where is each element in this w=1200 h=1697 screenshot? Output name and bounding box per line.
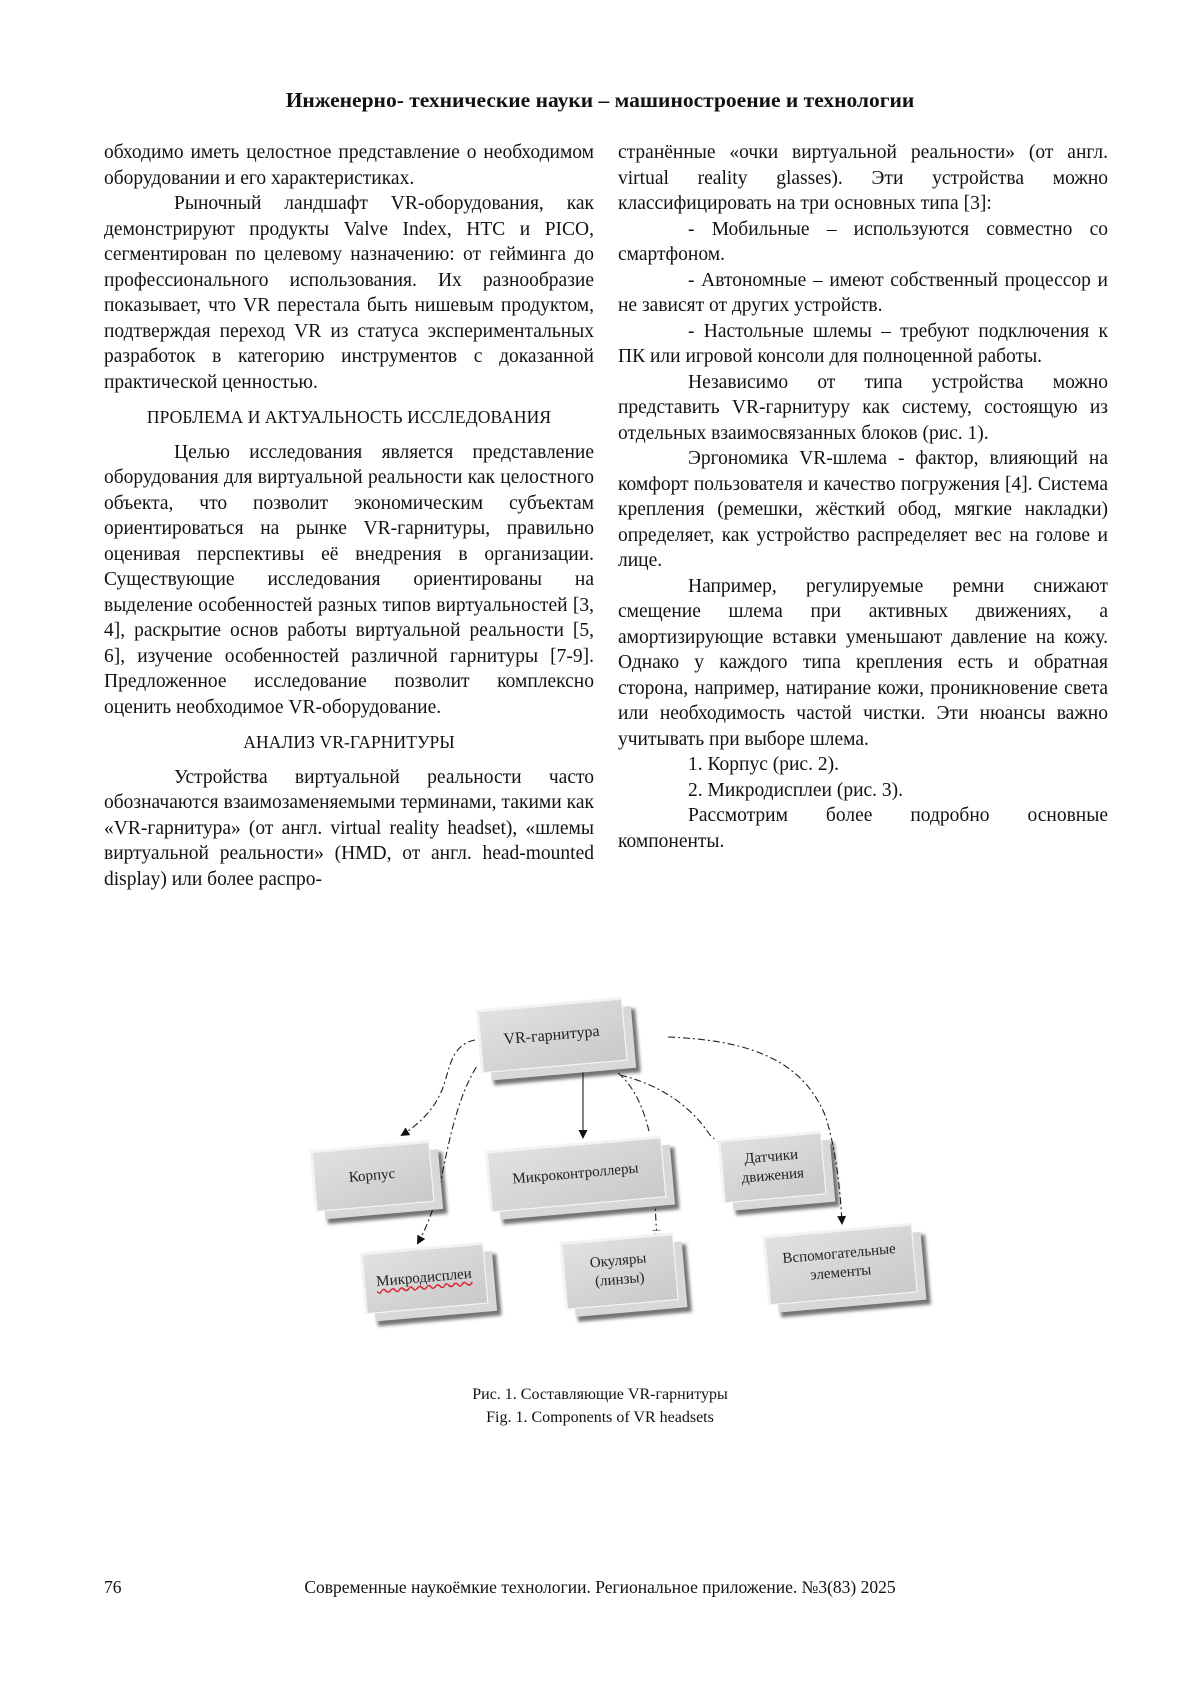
node-korpus-label: Корпус [348,1165,396,1186]
left-paragraph-3: Целью исследования является представление оборудования для виртуальной реальности как целостного объекта, что позволит экономическим субъектам ориентироваться на рынке VR-гарнитуры, правильно оценивая перспективы её внедрения в организации. Существующие исследования ориентированы на выделение особенностей разных типов виртуальностей [3, 4], раскрытие основ работы виртуальной реальности [5, 6], изучение особенностей различной гарнитуры [7-9]. Предложенное исследование позволит комплексно оценить необходимое VR-оборудование. [104,441,594,718]
right-column [618,140,1108,854]
type-item-desktop: - Настольные шлемы – требуют подключения к ПК или игровой консоли для полноценной работы. [618,320,1108,367]
node-vspomog-text [782,1240,899,1288]
running-header: Инженерно- технические науки – машиностроение и технологии [285,88,915,112]
node-vr-garnitura [475,997,627,1074]
right-paragraph-2: Независимо от типа устройства можно представить VR-гарнитуру как систему, состоящую из отдельных взаимосвязанных блоков (рис. 1). [618,371,1108,444]
left-column [104,140,594,892]
section-heading-analysis: АНАЛИЗ VR-ГАРНИТУРЫ [243,732,455,752]
node-vspomog-label-2: элементы [809,1262,872,1284]
page-number: 76 [104,1577,122,1597]
right-paragraph-3: Эргономика VR-шлема - фактор, влияющий на комфорт пользователя и качество погружения [4]. Система крепления (ремешки, жёсткий обод, мягкие накладки) определяет, как устройство распределяет вес на голове и лице. [618,448,1108,571]
node-vspomog [762,1223,918,1306]
node-okulyary-label-1: Окуляры [589,1250,648,1272]
node-datchiki-label-2: движения [740,1165,805,1187]
right-paragraph-1: странённые «очки виртуальной реальности» (от англ. virtual reality glasses). Эти устройства можно классифицировать на три основных типа [3]: [618,142,1108,214]
right-paragraph-5: Рассмотрим более подробно основные компоненты. [618,805,1108,852]
node-okulyary [559,1232,678,1310]
list-item-mikrodispley: 2. Микродисплеи (рис. 3). [688,779,904,801]
node-mikrodispley-label: Микродисплеи [375,1265,473,1290]
node-mikrodispley [360,1242,489,1315]
node-datchiki [717,1131,826,1204]
figure-vr-components [300,985,980,1385]
node-vr-garnitura-label: VR-гарнитура [502,1022,601,1048]
node-datchiki-label-1: Датчики [743,1146,799,1168]
node-mikrokontrollery-label: Микроконтроллеры [511,1160,640,1187]
node-okulyary-text [589,1250,649,1293]
figure-caption-ru: Рис. 1. Составляющие VR-гарнитуры [472,1386,728,1403]
node-vspomog-label-1: Вспомогательные [781,1241,897,1267]
journal-footer: Современные наукоёмкие технологии. Региональное приложение. №3(83) 2025 [304,1577,896,1597]
node-okulyary-label-2: (линзы) [594,1269,646,1291]
right-paragraph-4: Например, регулируемые ремни снижают смещение шлема при активных движениях, а амортизирующие вставки уменьшают давление на кожу. Однако у каждого типа крепления есть и обратная сторона, например, натирание кожи, проникновение света или необходимость частой чистки. Эти нюансы важно учитывать при выборе шлема. [618,575,1108,750]
left-paragraph-4: Устройства виртуальной реальности часто обозначаются взаимозаменяемыми терминами, такими как «VR-гарнитура» (от англ. virtual reality headset), «шлемы виртуальной реальности» (HMD, от англ. head-mounted display) или более распро- [104,766,594,890]
node-korpus [310,1140,435,1212]
left-paragraph-2: Рыночный ландшафт VR-оборудования, как демонстрируют продукты Valve Index, HTC и PICO, сегментирован по целевому назначению: от гейминга до профессионального использования. Их разнообразие показывает, что VR перестала быть нишевым продуктом, подтверждая переход VR из статуса экспериментальных разработок в категорию инструментов с доказанной практической ценностью. [104,193,594,393]
list-item-korpus: 1. Корпус (рис. 2). [688,754,839,775]
type-item-standalone: - Автономные – имеют собственный процессор и не зависят от других устройств. [618,269,1108,316]
node-datchiki-text [739,1145,805,1188]
type-item-mobile: - Мобильные – используются совместно со смартфоном. [618,218,1108,265]
connector-korpus [402,1040,475,1135]
left-paragraph-1: обходимо иметь целостное представление о необходимом оборудовании и его характеристиках. [104,142,594,189]
section-heading-problem: ПРОБЛЕМА И АКТУАЛЬНОСТЬ ИССЛЕДОВАНИЯ [146,407,552,427]
figure-caption-en: Fig. 1. Components of VR headsets [486,1409,714,1426]
